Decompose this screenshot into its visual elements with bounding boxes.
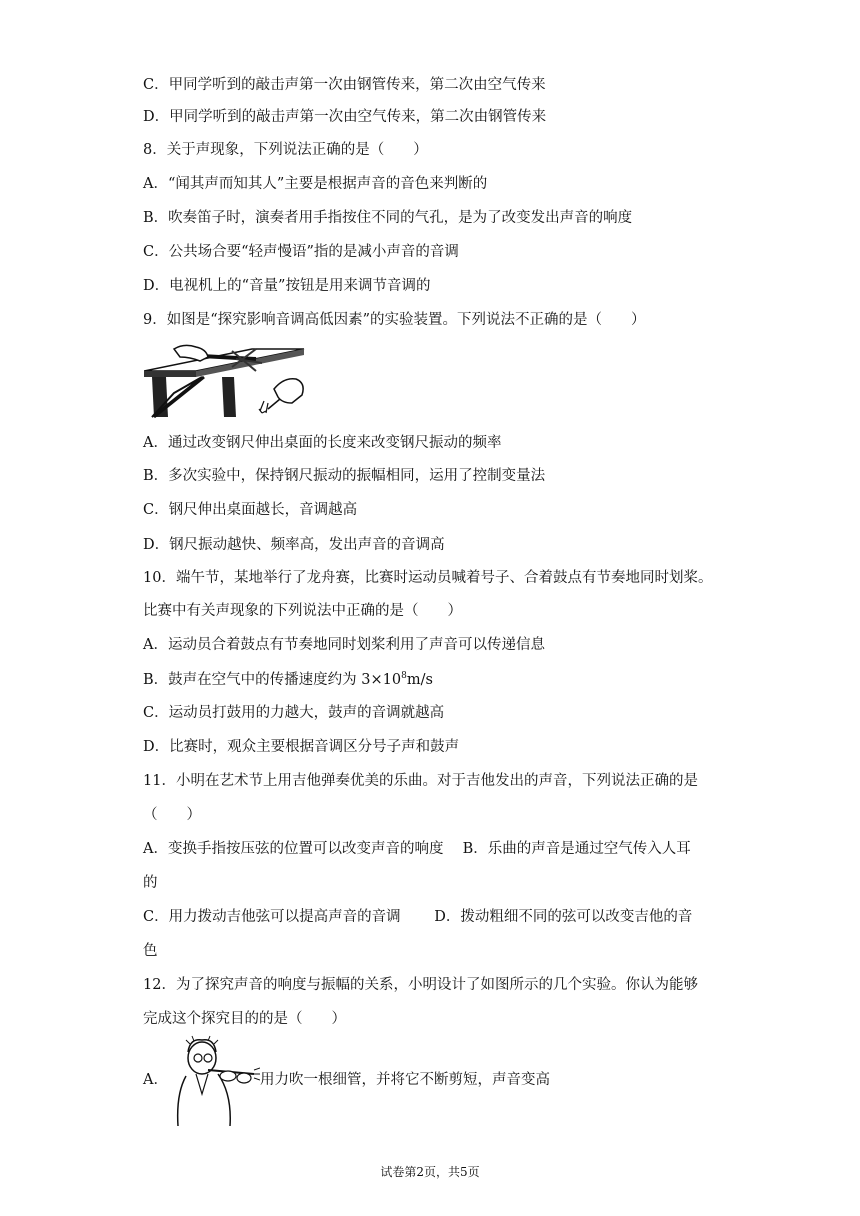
line-q8c: C．公共场合要“轻声慢语”指的是减小声音的音调	[143, 244, 459, 260]
question-12-stem-cont: 完成这个探究目的的是（ ）	[143, 1011, 346, 1027]
line-q9b: B．多次实验中，保持钢尺振动的振幅相同，运用了控制变量法	[143, 468, 546, 484]
line-q11cd: C．用力拨动吉他弦可以提高声音的音调 D．拨动粗细不同的弦可以改变吉他的音	[143, 909, 693, 925]
line-q10c: C．运动员打鼓用的力越大，鼓声的音调就越高	[143, 705, 445, 721]
speed-exponent: 8	[401, 671, 407, 682]
line-q11ab-cont: 的	[143, 875, 158, 891]
question-9-stem: 9．如图是“探究影响音调高低因素”的实验装置。下列说法不正确的是（ ）	[143, 312, 646, 328]
line-q10a: A．运动员合着鼓点有节奏地同时划桨利用了声音可以传递信息	[143, 637, 545, 653]
question-11-stem: 11．小明在艺术节上用吉他弹奏优美的乐曲。对于吉他发出的声音，下列说法正确的是	[143, 773, 698, 789]
speed-text: B．鼓声在空气中的传播速度约为 3×10	[143, 672, 402, 688]
page-footer: 试卷第2页，共5页	[380, 1165, 480, 1179]
line-q7d: D．甲同学听到的敲击声第一次由空气传来，第二次由钢管传来	[143, 109, 547, 125]
line-q10b	[143, 670, 433, 690]
question-12-stem: 12．为了探究声音的响度与振幅的关系，小明设计了如图所示的几个实验。你认为能够	[143, 977, 698, 993]
speed-unit: m/s	[406, 672, 433, 688]
line-q11ab: A．变换手指按压弦的位置可以改变声音的响度 B．乐曲的声音是通过空气传入人耳	[143, 841, 691, 857]
line-q7c: C．甲同学听到的敲击声第一次由钢管传来，第二次由空气传来	[143, 77, 546, 93]
line-q9c: C．钢尺伸出桌面越长，音调越高	[143, 502, 358, 518]
line-q9d: D．钢尺振动越快、频率高，发出声音的音调高	[143, 537, 445, 553]
question-8-stem: 8．关于声现象，下列说法正确的是（ ）	[143, 142, 428, 158]
line-q8b: B．吹奏笛子时，演奏者用手指按住不同的气孔，是为了改变发出声音的响度	[143, 210, 633, 226]
line-q10d: D．比赛时，观众主要根据音调区分号子声和鼓声	[143, 739, 460, 755]
line-q8a: A．“闻其声而知其人”主要是根据声音的音色来判断的	[143, 176, 488, 192]
person-blowing-tube-figure	[168, 1034, 260, 1126]
line-q9a: A．通过改变钢尺伸出桌面的长度来改变钢尺振动的频率	[143, 435, 502, 451]
question-11-stem-cont: （ ）	[143, 807, 201, 823]
question-10-stem-cont: 比赛中有关声现象的下列说法中正确的是（ ）	[143, 603, 462, 619]
option-12a-text: 用力吹一根细管，并将它不断剪短，声音变高	[260, 1072, 550, 1088]
line-q8d: D．电视机上的“音量”按钮是用来调节音调的	[143, 278, 431, 294]
line-q11cd-cont: 色	[143, 943, 158, 959]
ruler-experiment-figure	[144, 343, 310, 419]
option-12a-label: A．	[143, 1072, 168, 1088]
question-10-stem: 10．端午节，某地举行了龙舟赛，比赛时运动员喊着号子、合着鼓点有节奏地同时划桨。	[143, 570, 713, 586]
